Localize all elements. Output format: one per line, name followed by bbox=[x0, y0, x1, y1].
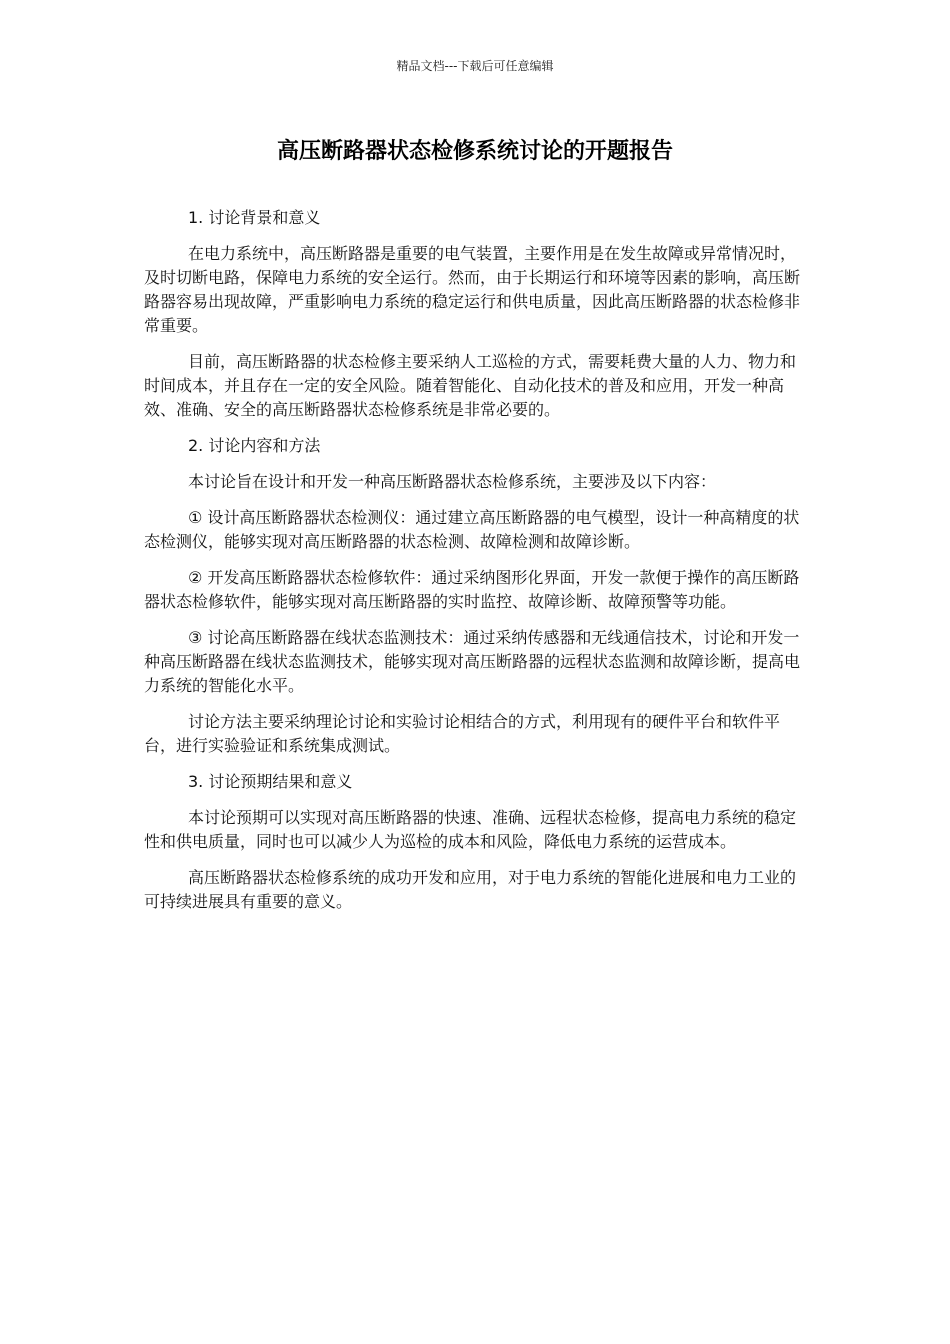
paragraph-background-1: 在电力系统中，高压断路器是重要的电气装置，主要作用是在发生故障或异常情况时，及时切断电路，保障电力系统的安全运行。然而，由于长期运行和环境等因素的影响，高压断路器容易出现故障，严重影响电力系统的稳定运行和供电质量，因此高压断路器的状态检修非常重要。 bbox=[144, 244, 801, 335]
header-note: 精品文档---下载后可任意编辑 bbox=[396, 59, 554, 73]
paragraph-content-item-1: ① 设计高压断路器状态检测仪：通过建立高压断路器的电气模型，设计一种高精度的状态检测仪，能够实现对高压断路器的状态检测、故障检测和故障诊断。 bbox=[144, 508, 800, 551]
document-title: 高压断路器状态检修系统讨论的开题报告 bbox=[276, 139, 673, 164]
paragraph-background-2: 目前，高压断路器的状态检修主要采纳人工巡检的方式，需要耗费大量的人力、物力和时间成本，并且存在一定的安全风险。随着智能化、自动化技术的普及和应用，开发一种高效、准确、安全的高压断路器状态检修系统是非常必要的。 bbox=[144, 352, 797, 419]
paragraph-method: 讨论方法主要采纳理论讨论和实验讨论相结合的方式，利用现有的硬件平台和软件平台，进行实验验证和系统集成测试。 bbox=[144, 712, 781, 755]
paragraph-expected-2: 高压断路器状态检修系统的成功开发和应用，对于电力系统的智能化进展和电力工业的可持续进展具有重要的意义。 bbox=[144, 868, 797, 911]
section-heading-content-method: 2. 讨论内容和方法 bbox=[188, 436, 321, 455]
paragraph-content-intro: 本讨论旨在设计和开发一种高压断路器状态检修系统，主要涉及以下内容： bbox=[188, 472, 717, 491]
paragraph-content-item-3: ③ 讨论高压断路器在线状态监测技术：通过采纳传感器和无线通信技术，讨论和开发一种高压断路器在线状态监测技术，能够实现对高压断路器的远程状态监测和故障诊断，提高电力系统的智能化水平。 bbox=[144, 628, 801, 695]
section-heading-expected-results: 3. 讨论预期结果和意义 bbox=[188, 772, 353, 791]
paragraph-expected-1: 本讨论预期可以实现对高压断路器的快速、准确、远程状态检修，提高电力系统的稳定性和供电质量，同时也可以减少人为巡检的成本和风险，降低电力系统的运营成本。 bbox=[144, 808, 797, 851]
paragraph-content-item-2: ② 开发高压断路器状态检修软件：通过采纳图形化界面，开发一款便于操作的高压断路器状态检修软件，能够实现对高压断路器的实时监控、故障诊断、故障预警等功能。 bbox=[144, 568, 800, 611]
section-heading-background: 1. 讨论背景和意义 bbox=[188, 208, 321, 227]
document-body bbox=[144, 206, 806, 926]
